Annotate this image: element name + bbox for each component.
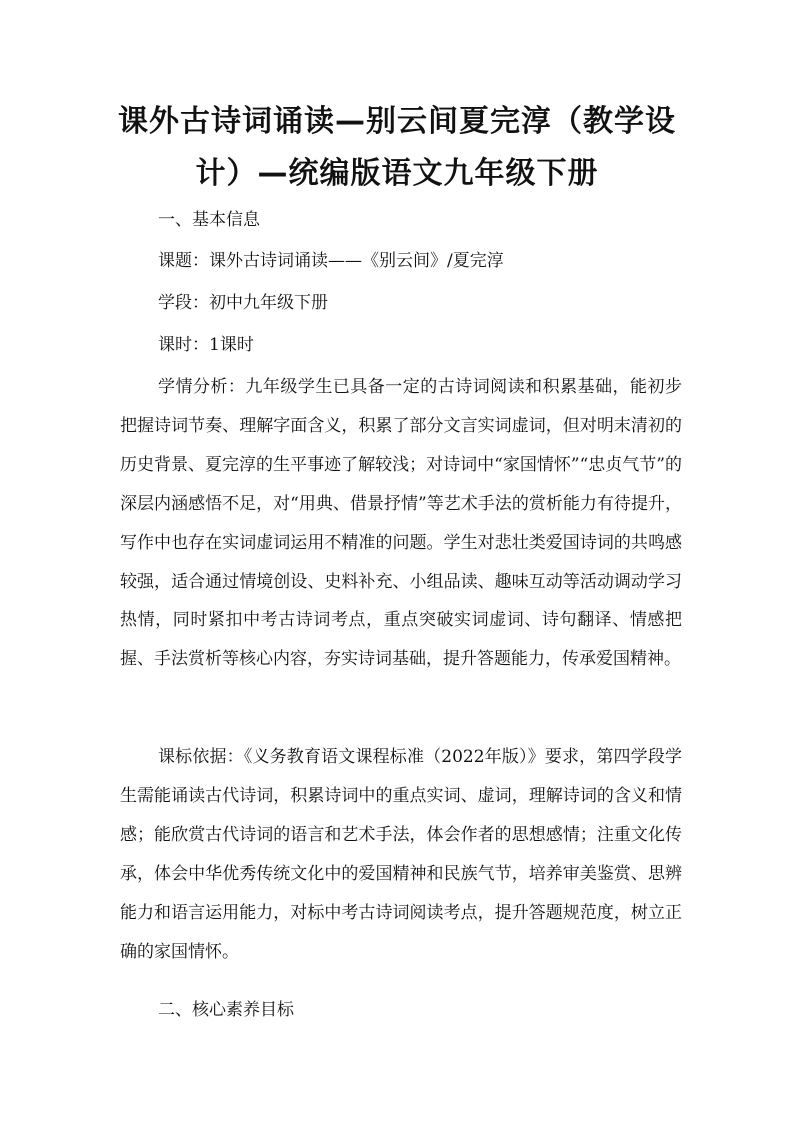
section-heading-basic-info: 一、基本信息	[158, 210, 260, 230]
curriculum-basis-paragraph: 课标依据：《义务教育语文课程标准（2022年版）》要求，第四学段学生需能诵读古代诗词，积累诗词中的重点实词、虚词，理解诗词的含义和情感；能欣赏古代诗词的语言和艺术手法，体会作者的思想感情；注重文化传承，体会中华优秀传统文化中的爱国精神和民族气节，培养审美鉴赏、思辨能力和语言运用能力，对标中考古诗词阅读考点，提升答题规范度，树立正确的家国情怀。	[120, 747, 682, 962]
section-heading-core-goals: 二、核心素养目标	[158, 1000, 294, 1020]
lesson-topic: 课题：课外古诗词诵读——《别云间》/夏完淳	[158, 251, 504, 271]
document-title: 课外古诗词诵读—别云间夏完淳（教学设计）—统编版语文九年级下册	[118, 104, 676, 191]
learner-analysis-paragraph: 学情分析：九年级学生已具备一定的古诗词阅读和积累基础，能初步把握诗词节奏、理解字面含义，积累了部分文言实词虚词，但对明末清初的历史背景、夏完淳的生平事迹了解较浅；对诗词中“家国情怀”“忠贞气节”的深层内涵感悟不足，对“用典、借景抒情”等艺术手法的赏析能力有待提升，写作中也存在实词虚词运用不精准的问题。学生对悲壮类爱国诗词的共鸣感较强，适合通过情境创设、史料补充、小组品读、趣味互动等活动调动学习热情，同时紧扣中考古诗词考点，重点突破实词虚词、诗句翻译、情感把握、手法赏析等核心内容，夯实诗词基础，提升答题能力，传承爱国精神。	[120, 377, 682, 670]
class-hours: 课时：1课时	[158, 335, 254, 355]
grade-level: 学段：初中九年级下册	[158, 293, 328, 313]
